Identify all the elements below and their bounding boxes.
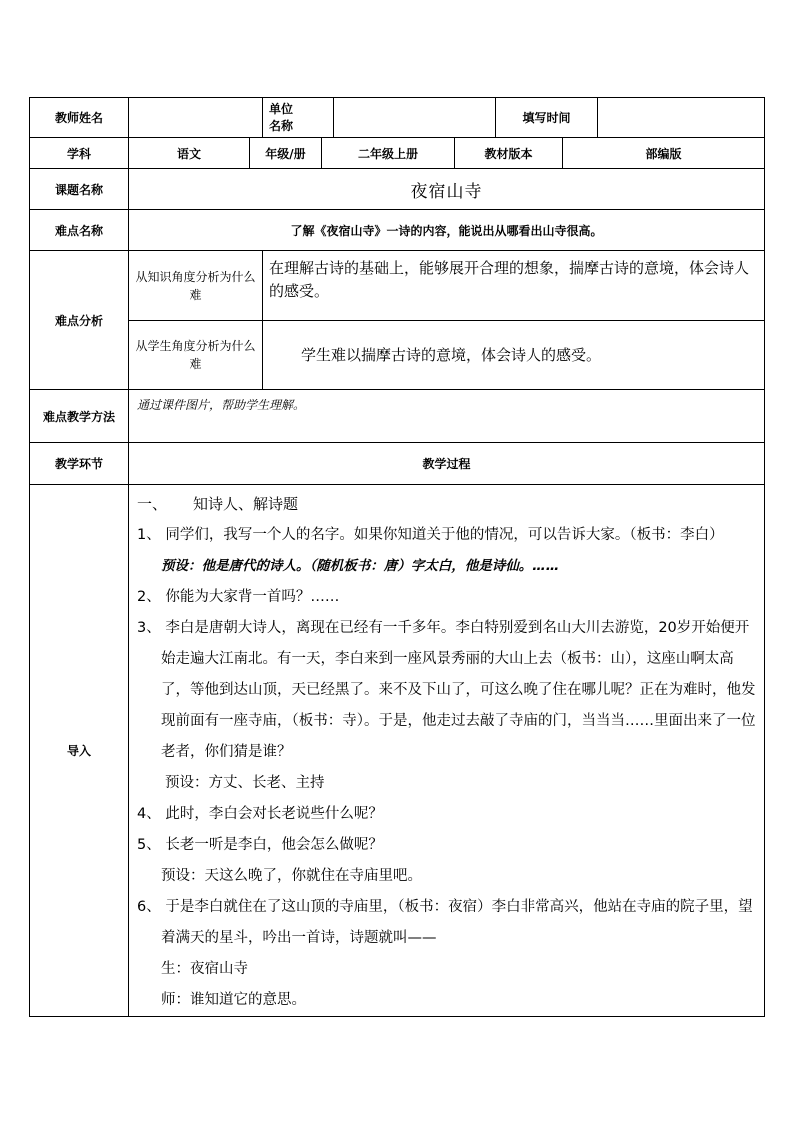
knowledge-analysis-row <box>30 251 765 321</box>
teacher-name-value <box>129 98 263 138</box>
unit-label <box>263 98 334 138</box>
list-item: 2、 你能为大家背一首吗？…… <box>137 589 340 605</box>
process-label: 教学过程 <box>129 443 765 485</box>
grade-label: 年级/册 <box>250 138 322 169</box>
difficulty-analysis-label: 难点分析 <box>30 251 129 390</box>
difficulty-name-row <box>30 210 765 251</box>
list-item: 1、 同学们，我写一个人的名字。如果你知道关于他的情况，可以告诉大家。（板书：李白） <box>137 527 724 543</box>
list-item: 3、 李白是唐朝大诗人，离现在已经有一千多年。李白特别爱到名山大川去游览，20岁开始便开始走遍大江南北。有一天，李白来到一座风景秀丽的大山上去（板书：山），这座山啊太高了，等他到达山顶，天已经黑了。来不及下山了，可这么晚了住在哪儿呢？正在为难时，他发现前面有一座寺庙，（板书：寺）。于是，他走过去敲了寺庙的门，当当当……里面出来了一位老者，你们猜是谁？ <box>137 620 756 760</box>
section-heading <box>137 489 758 520</box>
method-value: 通过课件图片，帮助学生理解。 <box>129 390 765 443</box>
lesson-title: 夜宿山寺 <box>129 169 765 210</box>
list-item: 4、 此时，李白会对长老说些什么呢？ <box>137 806 383 822</box>
student-angle-value: 学生难以揣摩古诗的意境，体会诗人的感受。 <box>263 321 765 390</box>
lesson-plan-table <box>29 97 765 1017</box>
method-row <box>30 390 765 443</box>
intro-row <box>30 485 765 1017</box>
textbook-value: 部编版 <box>563 138 765 169</box>
student-analysis-row <box>30 321 765 390</box>
list-item: 5、 长老一听是李白，他会怎么做呢？ <box>137 837 383 853</box>
heading-text: 知诗人、解诗题 <box>193 495 299 513</box>
list-item: 6、 于是李白就住在了这山顶的寺庙里，（板书：夜宿）李白非常高兴，他站在寺庙的院子里，望着满天的星斗，吟出一首诗，诗题就叫—— <box>137 899 753 946</box>
heading-number: 一、 <box>137 495 168 513</box>
grade-value: 二年级上册 <box>322 138 455 169</box>
difficulty-name-value: 了解《夜宿山寺》一诗的内容，能说出从哪看出山寺很高。 <box>129 210 765 251</box>
stage-label: 教学环节 <box>30 443 129 485</box>
stage-header-row <box>30 443 765 485</box>
subject-value: 语文 <box>129 138 250 169</box>
list-item: 预设：他是唐代的诗人。（随机板书：唐）字太白，他是诗仙。…… <box>161 558 560 574</box>
list-item: 生：夜宿山寺 <box>161 961 248 977</box>
unit-label-text: 单位 名称 <box>269 101 294 133</box>
lesson-name-label: 课题名称 <box>30 169 129 210</box>
fill-time-value <box>598 98 765 138</box>
knowledge-angle-value: 在理解古诗的基础上，能够展开合理的想象，揣摩古诗的意境，体会诗人的感受。 <box>263 251 765 321</box>
list-item: 师：谁知道它的意思。 <box>161 992 306 1008</box>
list-item: 预设：方丈、长老、主持 <box>165 775 325 791</box>
lesson-name-row <box>30 169 765 210</box>
teacher-name-label: 教师姓名 <box>30 98 129 138</box>
teaching-content <box>129 485 765 1017</box>
header-row-2 <box>30 138 765 169</box>
knowledge-angle-label: 从知识角度分析为什么难 <box>129 251 263 321</box>
student-angle-label: 从学生角度分析为什么难 <box>129 321 263 390</box>
subject-label: 学科 <box>30 138 129 169</box>
unit-value <box>334 98 496 138</box>
list-item: 预设：天这么晚了，你就住在寺庙里吧。 <box>161 868 422 884</box>
method-label: 难点教学方法 <box>30 390 129 443</box>
difficulty-name-label: 难点名称 <box>30 210 129 251</box>
fill-time-label: 填写时间 <box>496 98 598 138</box>
intro-section-label: 导入 <box>30 485 129 1017</box>
textbook-label: 教材版本 <box>455 138 563 169</box>
header-row-1 <box>30 98 765 138</box>
